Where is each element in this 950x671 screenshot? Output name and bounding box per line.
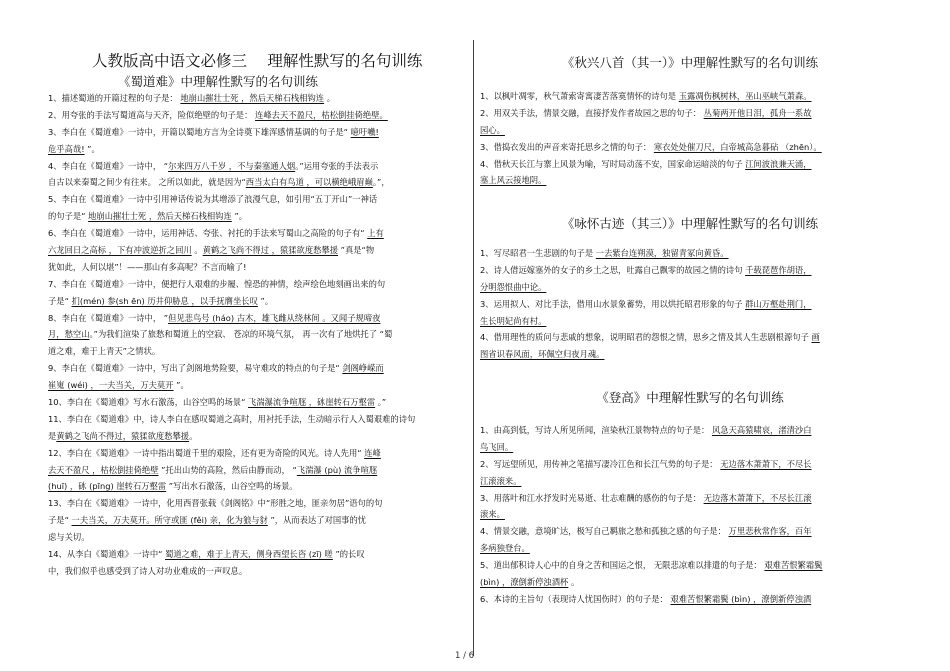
- question-text: 虑与关切。: [48, 532, 90, 543]
- text-line: [48, 310, 466, 327]
- question-text: 3、借捣衣发出的声音来寄托思乡之情的句子：: [480, 141, 654, 152]
- question-text: ”真是“物: [338, 245, 375, 256]
- section-title-denggao: 《登高》中理解性默写的名句训练: [596, 390, 784, 405]
- text-line: [480, 105, 900, 122]
- text-line: [48, 124, 466, 141]
- answer-text: 无边落木萧萧下，不尽长江滚: [703, 492, 812, 503]
- shudaonan-questions: [48, 90, 466, 580]
- answer-text: 六龙回日之高标 ，下有冲波逆折之回川: [48, 245, 192, 256]
- question-text: 13、李白在《蜀道难》一诗中，化用西晋张载《剑阁铭》中“形胜之地，匪亲勿居”语句的句: [48, 498, 383, 509]
- text-line: [48, 208, 466, 225]
- question-text: ”，从而表达了对国事的忧: [267, 515, 367, 526]
- answer-text: 噫吁嚱!: [350, 126, 379, 137]
- text-line: [480, 139, 900, 156]
- question-text: 。”，: [372, 177, 390, 188]
- text-line: [48, 107, 466, 124]
- question-text: 5、道出郁积诗人心中的自身之苦和国运之恨， 无限悲凉难以排遣的句子是：: [480, 560, 765, 571]
- question-text: 子是“: [48, 295, 72, 306]
- answer-text: 园心。: [480, 124, 505, 135]
- answer-text: 塞上风云接地阴。: [480, 175, 547, 186]
- question-text: 7、李白在《蜀道难》一诗中，便把行人艰难的步履、惶恐的神情，绘声绘色地刻画出来的句: [48, 278, 386, 289]
- question-text: 道之难，难于上青天”之情状。: [48, 346, 161, 357]
- question-text: 。: [324, 93, 335, 103]
- question-text: 2、写远望所见，用传神之笔描写凄冷江色和长江气势的句子是：: [480, 458, 721, 469]
- question-text: 9、李白在《蜀道难》一诗中，写出了剑阁地势险要，易守难攻的特点的句子是“: [48, 363, 343, 374]
- text-line: [48, 225, 466, 242]
- question-text: 2、用夸张的手法写蜀道高与天齐，险似绝壁的句子是：: [48, 109, 256, 120]
- text-line: [48, 546, 466, 563]
- question-text: 4、借秋天长江与寨上风景为喻，写时局动荡不安，国家命运暗淡的句子: [480, 158, 746, 169]
- text-line: [480, 574, 900, 591]
- answer-text: 飞湍瀑 (pù) 流争喧豗: [296, 464, 378, 475]
- answer-text: 一夫当关，万夫莫开。所守或匪 (fěi) 亲，化为狼与豺: [71, 515, 268, 526]
- question-text: 4、借用理性的质问与悲戚的想象，说明昭君的怨恨之情，思乡之情及其人生悲剧根源句子: [480, 332, 812, 343]
- answer-text: 群山万壑赴荆门，: [745, 298, 812, 309]
- text-line: [480, 540, 900, 557]
- answer-text: 江滚滚来。: [480, 475, 522, 486]
- text-line: [48, 495, 466, 512]
- question-text: 犹如此，人何以堪”！——那山有多高呢？不言而喻了!: [48, 261, 247, 272]
- answer-text: 玉露凋伤枫树林，巫山巫峡气萧森。: [678, 91, 812, 101]
- answer-text: 风急天高猿啸哀，渚清沙白: [711, 425, 812, 435]
- question-text: 。”为我们渲染了旅愁和蜀道上的空寂、 苍凉的环境气氛， 再一次有了地烘托了 “蜀: [89, 329, 393, 340]
- question-text: 1、写尽昭君一生悲剧的句子是: [480, 248, 596, 258]
- answer-text: 连峰: [364, 447, 381, 458]
- answer-text: 江间波浪兼天涌，: [745, 158, 812, 169]
- answer-text: 蜀道之难，难于上青天，侧身西望长咨 (zī) 嗟: [165, 549, 333, 560]
- answer-text: 一去紫台连朔漠，独留青冢向黄昏。: [595, 248, 729, 258]
- text-line: [48, 343, 466, 360]
- question-text: ”。: [84, 143, 100, 154]
- answer-text: 危乎高哉!: [48, 143, 85, 154]
- text-line: [480, 490, 900, 507]
- answer-text: 剑阁峥嵘而: [342, 363, 384, 374]
- question-text: 自古以来秦蜀之间少有往来。 之所以如此，就是因为“: [48, 177, 246, 188]
- text-line: [48, 158, 466, 175]
- answer-text: 尔来四万八千岁 ，不与秦塞通人烟: [168, 160, 296, 171]
- answer-text: 地崩山摧壮士死 ，然后天梯石栈相钩连: [88, 211, 232, 222]
- question-text: 是: [48, 430, 57, 441]
- answer-text: 多病独登台。: [480, 543, 530, 554]
- page-title: 人教版高中语文必修三 理解性默写的名句训练: [92, 52, 423, 70]
- text-line: [480, 591, 900, 608]
- text-line: [480, 439, 900, 456]
- question-text: 2、诗人借远嫁塞外的女子的乡土之思，吐露自己飘零的故园之情的诗句: [480, 264, 746, 275]
- text-line: [48, 563, 466, 580]
- text-line: [480, 262, 900, 279]
- text-line: [48, 529, 466, 546]
- question-text: 。: [189, 430, 198, 441]
- answer-text: 无边落木萧萧下，不尽长: [720, 458, 812, 469]
- question-text: 1、由高到低，写诗人所见所闻，渲染秋江景物特点的句子是：: [480, 425, 712, 435]
- question-text: 3、用落叶和江水抒发时光易逝、壮志难酬的感伤的句子是：: [480, 492, 704, 503]
- question-text: 3、李白在《蜀道难》一诗中，开篇以蜀地方言为全诗奠下雄浑感情基调的句子是“: [48, 126, 351, 137]
- text-line: [48, 394, 466, 411]
- answer-text: 连峰去天不盈尺，枯松倒挂倚绝壁。: [255, 109, 388, 120]
- answer-text: 地崩山摧壮士死 ，然后天梯石栈相钩连: [180, 93, 325, 103]
- answer-text: 飞湍瀑流争喧豗 ，砯崖转石万壑雷: [248, 397, 376, 408]
- question-text: ”。: [173, 380, 189, 391]
- question-text: 4、情景交融，意境旷达，极写自己羁旅之愁和孤独之感的句子是：: [480, 526, 729, 537]
- answer-text: 万里悲秋常作客，百年: [728, 526, 812, 537]
- question-text: ”的长叹: [332, 549, 365, 560]
- qiuxing-questions: [480, 88, 900, 189]
- answer-text: 丛菊两开他日泪，孤舟一系故: [703, 107, 812, 118]
- text-line: [48, 259, 466, 276]
- text-line: [48, 512, 466, 529]
- text-line: [480, 156, 900, 173]
- section-title-yonghuai: 《咏怀古迹（其三）》中理解性默写的名句训练: [561, 216, 819, 231]
- text-line: [48, 90, 466, 107]
- question-text: 6、李白在《蜀道难》一诗中，运用神话、夸张、衬托的手法来写蜀山之高险的句子有“: [48, 228, 368, 239]
- question-text: ”写出水石激荡，山谷空鸣的场景。: [166, 481, 298, 492]
- answer-text: 崔嵬 (wéi) ，一夫当关，万夫莫开: [48, 380, 174, 391]
- answer-text: 去天不盈尺 ，枯松倒挂倚绝壁: [48, 464, 159, 475]
- text-line: [480, 422, 900, 439]
- text-line: [480, 245, 900, 262]
- answer-text: 千载琵琶作胡语，: [745, 264, 812, 275]
- text-line: [48, 411, 466, 428]
- yonghuai-questions: [480, 245, 900, 363]
- question-text: 。: [568, 577, 580, 588]
- question-text: 10、李白在《蜀道难》写水石激荡，山谷空鸣的场景“: [48, 397, 249, 408]
- text-line: [480, 523, 900, 540]
- answer-text: 艰难苦恨繁霜鬓 (bìn) ，潦倒新停浊酒: [670, 593, 812, 604]
- section-title-shudaonan: 《蜀道难》中理解性默写的名句训练: [118, 74, 319, 89]
- question-text: 6、本诗的主旨句（表现诗人忧国伤时）的句子是：: [480, 593, 671, 604]
- question-text: 。”: [375, 397, 387, 408]
- text-line: [480, 172, 900, 189]
- answer-text: 黄鹤之飞尚不得过，猿猱欲度愁攀援: [56, 430, 190, 441]
- text-line: [480, 557, 900, 574]
- question-text: 8、李白在《蜀道难》一诗中， ”: [48, 312, 169, 323]
- text-line: [480, 346, 900, 363]
- question-text: 。: [191, 245, 203, 256]
- section-title-qiuxing: 《秋兴八首（其一）》中理解性默写的名句训练: [561, 55, 819, 70]
- text-line: [48, 462, 466, 479]
- page-number: 1 / 6: [455, 651, 475, 661]
- text-line: [48, 293, 466, 310]
- question-text: 中，我们似乎也感受到了诗人对功业难成的一声叹息。: [48, 565, 248, 576]
- text-line: [480, 456, 900, 473]
- text-line: [48, 428, 466, 445]
- text-line: [48, 141, 466, 158]
- answer-text: 月，愁空山: [48, 329, 90, 340]
- answer-text: 鸟飞回。: [480, 441, 514, 452]
- question-text: 12、李白在《蜀道难》一诗中指出蜀道千里的艰险，还有更为奇险的风光。诗人先用“: [48, 447, 365, 458]
- text-line: [480, 88, 900, 105]
- question-text: 。”运用夸张的手法表示: [295, 160, 379, 171]
- answer-text: 滚来。: [480, 509, 505, 520]
- answer-text: 画: [811, 332, 820, 343]
- answer-text: (bìn) ，潦倒新停浊酒杯: [480, 577, 569, 588]
- question-text: ”托出山势的高险，然后由静而动， “: [158, 464, 297, 475]
- answer-text: 扪(mén) 参(sh ēn) 历井仰胁息 ，以手抚膺坐长叹: [71, 295, 258, 306]
- question-text: 4、李白在《蜀道难》一诗中， “: [48, 160, 169, 171]
- question-text: 子是“: [48, 515, 72, 526]
- text-line: [48, 445, 466, 462]
- text-line: [480, 296, 900, 313]
- question-text: 2、用双关手法，情景交融，直接抒发作者故园之思的句子：: [480, 107, 704, 118]
- answer-text: 西当太白有鸟道 ，可以横绝峨眉巅: [245, 177, 373, 188]
- text-line: [480, 473, 900, 490]
- text-line: [48, 276, 466, 293]
- answer-text: 生长明妃尚有村。: [480, 315, 547, 326]
- text-line: [480, 313, 900, 330]
- column-divider: [473, 40, 474, 656]
- text-line: [48, 478, 466, 495]
- answer-text: 寒衣处处催刀尺，白帝城高急暮砧 （zhēn）。: [653, 141, 822, 152]
- question-text: 3、运用拟人、对比手法，借用山水景象蓄势，用以烘托昭君形象的句子: [480, 298, 746, 309]
- text-line: [480, 122, 900, 139]
- answer-text: 图省识春风面，环佩空归夜月魂。: [480, 349, 605, 360]
- text-line: [48, 191, 466, 208]
- text-line: [480, 506, 900, 523]
- question-text: 5、李白在《蜀道难》一诗中引用神话传说为其增添了浪漫气息，如引用“五丁开山”一神话: [48, 194, 378, 205]
- question-text: 11、李白在《蜀道难》中，诗人李白在感叹蜀道之高时，用衬托手法，生动暗示行人入蜀艰难的诗句: [48, 413, 416, 424]
- text-line: [48, 360, 466, 377]
- answer-text: 但见悲鸟号 (háo) 古木，雄飞雌从绕林间 。又闻子规啼夜: [168, 312, 381, 323]
- question-text: ”。: [231, 211, 248, 222]
- text-line: [48, 326, 466, 343]
- text-line: [48, 242, 466, 259]
- question-text: 1、描述蜀道的开篇过程的句子是：: [48, 93, 181, 103]
- question-text: 14、从李白《蜀道难》一诗中“: [48, 549, 166, 560]
- question-text: ”。: [257, 295, 274, 306]
- answer-text: (huī) ，砯 (pīng) 崖转石万壑雷: [48, 481, 167, 492]
- answer-text: 艰难苦恨繁霜鬓: [764, 560, 823, 571]
- answer-text: 分明怨恨曲中论。: [480, 281, 547, 292]
- text-line: [48, 174, 466, 191]
- question-text: 的句子是“: [48, 211, 89, 222]
- text-line: [48, 377, 466, 394]
- text-line: [480, 279, 900, 296]
- denggao-questions: [480, 422, 900, 608]
- question-text: 1、以枫叶凋零，秋气萧索寄寓凄苦落寞情怀的诗句是: [480, 91, 679, 101]
- answer-text: 黄鹤之飞尚不得过 ，猿猱欲度愁攀援: [202, 245, 339, 256]
- text-line: [480, 329, 900, 346]
- answer-text: 上有: [367, 228, 384, 239]
